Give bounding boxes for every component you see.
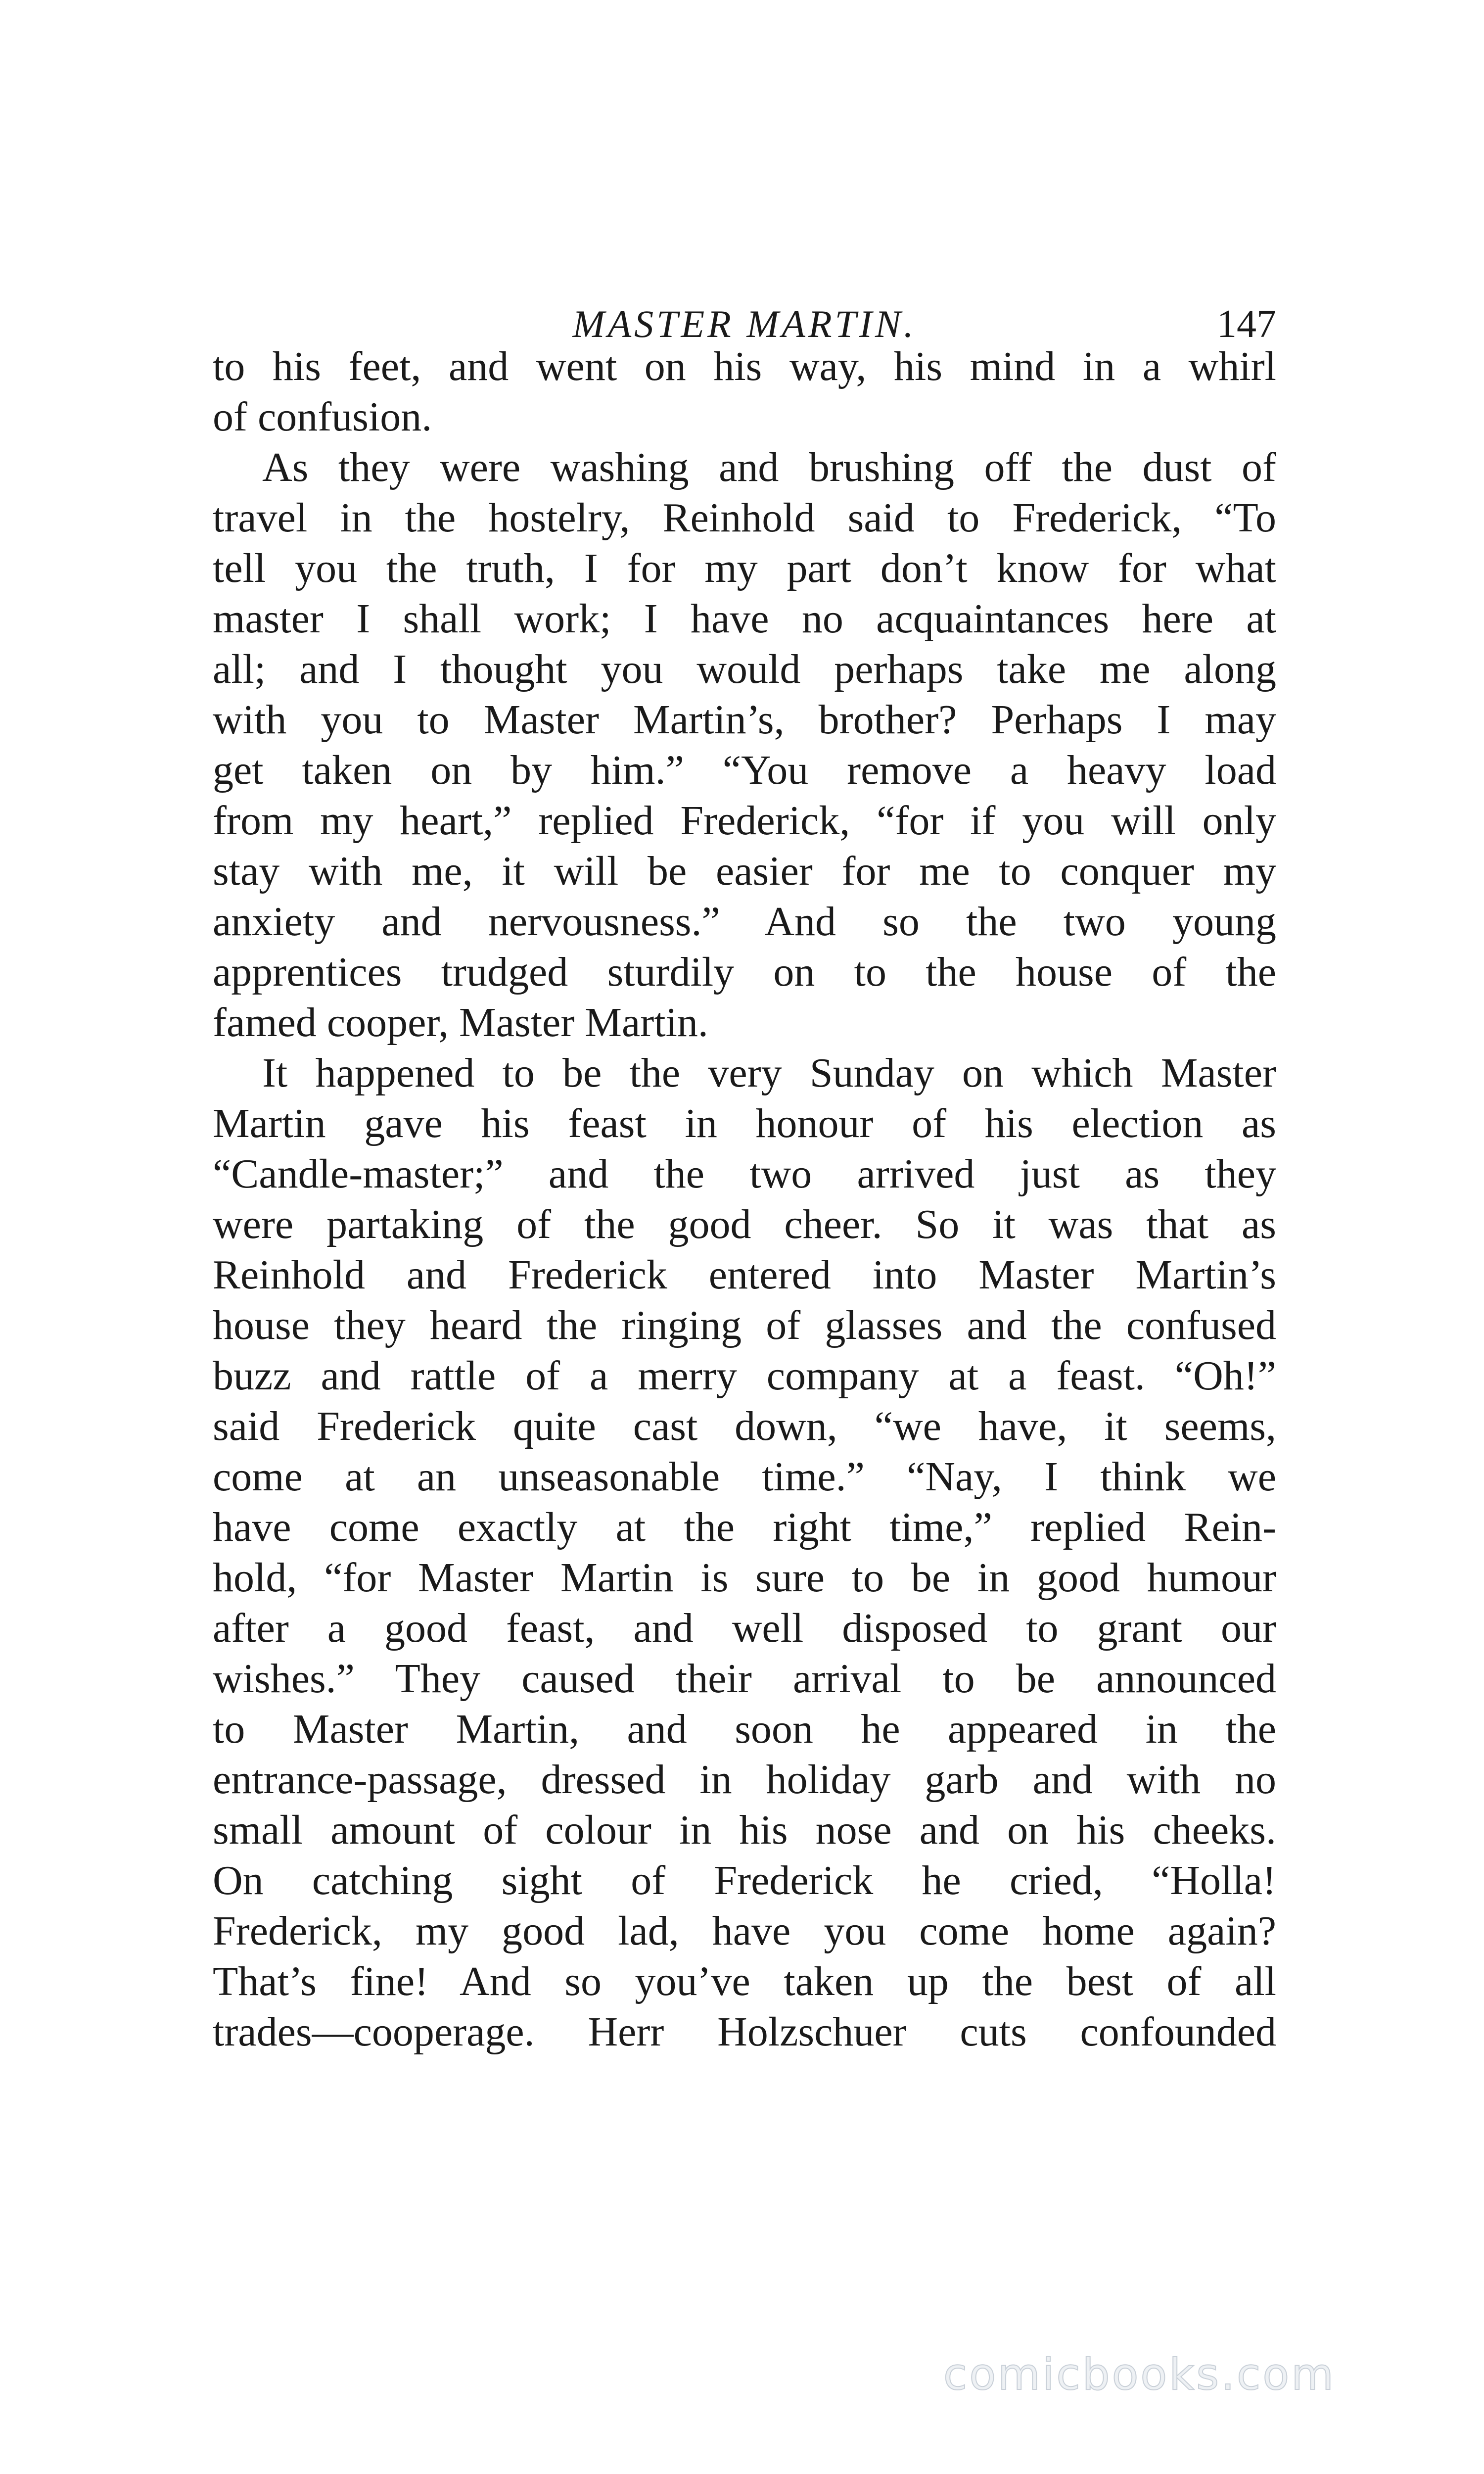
text-line: famed cooper, Master Martin. bbox=[213, 999, 708, 1046]
text-line: come at an unseasonable time.” “Nay, I think we bbox=[213, 1454, 1276, 1500]
text-line: That’s fine! And so you’ve taken up the best of all bbox=[213, 1958, 1276, 2004]
text-line: entrance-passage, dressed in holiday garb and with no bbox=[213, 1757, 1276, 1803]
text-line: to his feet, and went on his way, his mind in a whirl bbox=[213, 343, 1276, 389]
text-line: travel in the hostelry, Reinhold said to Frederick, “To bbox=[213, 495, 1276, 541]
text-line: were partaking of the good cheer. So it was that as bbox=[213, 1201, 1276, 1247]
text-line: anxiety and nervousness.” And so the two young bbox=[213, 899, 1276, 945]
text-line: master I shall work; I have no acquaintances here at bbox=[213, 596, 1276, 642]
body-text bbox=[213, 341, 1276, 2057]
text-line: “Candle-master;” and the two arrived just as they bbox=[213, 1151, 1276, 1197]
text-line: stay with me, it will be easier for me to conquer my bbox=[213, 848, 1276, 894]
text-line: wishes.” They caused their arrival to be announced bbox=[213, 1656, 1276, 1702]
text-line: On catching sight of Frederick he cried, “Holla! bbox=[213, 1857, 1276, 1903]
watermark: comicbooks.com bbox=[943, 2349, 1336, 2400]
text-line: with you to Master Martin’s, brother? Perhaps I may bbox=[213, 697, 1276, 743]
running-title: MASTER MARTIN. bbox=[572, 302, 917, 345]
page-number: 147 bbox=[1217, 302, 1276, 346]
text-line: after a good feast, and well disposed to grant our bbox=[213, 1605, 1276, 1651]
text-line: buzz and rattle of a merry company at a feast. “Oh!” bbox=[213, 1353, 1276, 1399]
text-line: hold, “for Master Martin is sure to be in good humour bbox=[213, 1555, 1276, 1601]
text-line: trades—cooperage. Herr Holzschuer cuts confounded bbox=[213, 2009, 1276, 2055]
paragraph-start-line: It happened to be the very Sunday on which Master bbox=[262, 1050, 1276, 1096]
text-line: all; and I thought you would perhaps take me along bbox=[213, 646, 1276, 692]
text-line: tell you the truth, I for my part don’t know for what bbox=[213, 545, 1276, 591]
text-line: have come exactly at the right time,” replied Rein- bbox=[213, 1504, 1276, 1550]
text-line: small amount of colour in his nose and on his cheeks. bbox=[213, 1807, 1276, 1853]
text-line: from my heart,” replied Frederick, “for if you will only bbox=[213, 798, 1276, 844]
text-line: to Master Martin, and soon he appeared in the bbox=[213, 1706, 1276, 1752]
paragraph-start-line: As they were washing and brushing off the dust of bbox=[262, 444, 1276, 490]
text-line: apprentices trudged sturdily on to the house of the bbox=[213, 949, 1276, 995]
text-line: Reinhold and Frederick entered into Master Martin’s bbox=[213, 1252, 1276, 1298]
text-line: Frederick, my good lad, have you come home again? bbox=[213, 1908, 1276, 1954]
text-line: get taken on by him.” “You remove a heavy load bbox=[213, 747, 1276, 793]
text-line: of confusion. bbox=[213, 394, 432, 440]
text-line: Martin gave his feast in honour of his election as bbox=[213, 1100, 1276, 1146]
text-line: house they heard the ringing of glasses and the confused bbox=[213, 1302, 1276, 1348]
text-line: said Frederick quite cast down, “we have, it seems, bbox=[213, 1403, 1276, 1449]
